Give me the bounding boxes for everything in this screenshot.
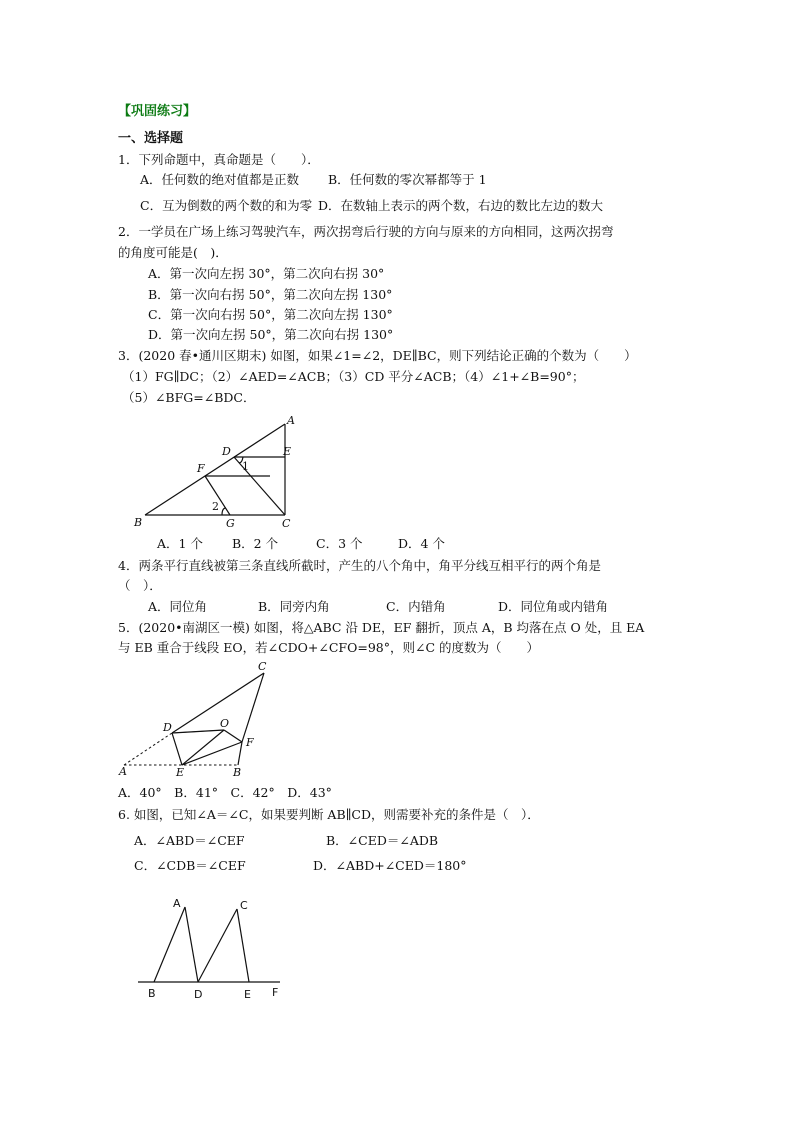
q3-label-g: G bbox=[226, 517, 235, 530]
q5-label-a: A bbox=[119, 765, 127, 778]
q5-label-b: B bbox=[233, 766, 242, 779]
section-header: 【巩固练习】 bbox=[118, 104, 197, 119]
q6-label-f: F bbox=[272, 986, 279, 999]
q2-option-b: B．第一次向右拐 50°，第二次向左拐 130° bbox=[148, 287, 393, 302]
q6-label-a: A bbox=[173, 897, 181, 910]
q3-conditions-line1: （1）FG∥DC；（2）∠AED=∠ACB；（3）CD 平分∠ACB；（4）∠1+∠B=90°； bbox=[122, 369, 585, 384]
q2-option-d: D．第一次向左拐 50°，第二次向右拐 130° bbox=[148, 327, 394, 342]
q3-option-c: C．3 个 bbox=[316, 536, 363, 551]
q3-label-c: C bbox=[282, 517, 291, 530]
q5-label-d: D bbox=[163, 721, 172, 734]
q6-option-a: A．∠ABD＝∠CEF bbox=[134, 833, 245, 848]
q5-label-o: O bbox=[220, 717, 230, 730]
q5-label-f: F bbox=[246, 736, 254, 749]
q5-label-c: C bbox=[258, 660, 267, 673]
q3-conditions-line2: （5）∠BFG=∠BDC． bbox=[122, 390, 256, 405]
q6-label-b: B bbox=[148, 987, 156, 1000]
q2-option-a: A．第一次向左拐 30°，第二次向右拐 30° bbox=[148, 266, 385, 281]
q6-segment-dc bbox=[198, 909, 237, 982]
q3-angle-1: 1 bbox=[242, 460, 249, 473]
q3-label-b: B bbox=[134, 516, 143, 529]
q3-angle-2: 2 bbox=[212, 500, 219, 513]
q6-segment-ba bbox=[154, 907, 185, 982]
q6-stem: 6. 如图，已知∠A＝∠C，如果要判断 AB∥CD，则需要补充的条件是（ ）． bbox=[118, 807, 540, 822]
q3-label-e: E bbox=[283, 445, 292, 458]
q3-label-d: D bbox=[222, 445, 231, 458]
q5-label-e: E bbox=[176, 766, 185, 779]
q4-option-c: C．内错角 bbox=[386, 599, 446, 614]
q6-option-b: B．∠CED＝∠ADB bbox=[326, 833, 439, 848]
q6-label-c: C bbox=[240, 899, 248, 912]
q1-stem: 1．下列命题中，真命题是（ ）． bbox=[118, 152, 320, 167]
q1-option-c: C．互为倒数的两个数的和为零 bbox=[140, 198, 313, 213]
q3-option-b: B．2 个 bbox=[232, 536, 279, 551]
q1-option-d: D．在数轴上表示的两个数，右边的数比左边的数大 bbox=[318, 198, 604, 213]
q6-option-c: C．∠CDB＝∠CEF bbox=[134, 858, 246, 873]
q6-label-d: D bbox=[194, 988, 203, 1001]
q3-option-a: A．1 个 bbox=[157, 536, 203, 551]
q4-option-a: A．同位角 bbox=[148, 599, 208, 614]
q5-options: A．40° B．41° C．42° D．43° bbox=[118, 785, 332, 800]
q3-option-d: D．4 个 bbox=[398, 536, 445, 551]
q5-stem-line2: 与 EB 重合于线段 EO，若∠CDO+∠CFO=98°，则∠C 的度数为（ ） bbox=[118, 640, 539, 655]
part-title: 一、选择题 bbox=[118, 131, 184, 146]
q6-label-e: E bbox=[244, 988, 251, 1001]
q6-segment-ce bbox=[237, 909, 249, 982]
q2-option-c: C．第一次向右拐 50°，第二次向左拐 130° bbox=[148, 307, 393, 322]
q6-option-d: D．∠ABD+∠CED＝180° bbox=[313, 858, 467, 873]
q1-option-a: A．任何数的绝对值都是正数 bbox=[140, 172, 300, 187]
q3-label-a: A bbox=[287, 414, 295, 427]
q2-stem-line2: 的角度可能是( )． bbox=[118, 245, 228, 260]
q3-label-f: F bbox=[197, 462, 205, 475]
q4-option-b: B．同旁内角 bbox=[258, 599, 330, 614]
q6-segment-ad bbox=[185, 907, 198, 982]
q5-stem-line1: 5．(2020•南湖区一模) 如图，将△ABC 沿 DE，EF 翻折，顶点 A，B 均落在点 O 处，且 EA bbox=[118, 620, 645, 635]
q2-stem-line1: 2．一学员在广场上练习驾驶汽车，两次拐弯后行驶的方向与原来的方向相同，这两次拐弯 bbox=[118, 224, 614, 239]
q4-stem-line1: 4．两条平行直线被第三条直线所截时，产生的八个角中，角平分线互相平行的两个角是 bbox=[118, 558, 601, 573]
q3-stem: 3．(2020 春•通川区期末) 如图，如果∠1=∠2，DE∥BC，则下列结论正确的个数为（ ） bbox=[118, 348, 637, 363]
q1-option-b: B．任何数的零次幂都等于 1 bbox=[328, 172, 487, 187]
q4-stem-line2: （ ）． bbox=[118, 578, 162, 593]
q4-option-d: D．同位角或内错角 bbox=[498, 599, 609, 614]
